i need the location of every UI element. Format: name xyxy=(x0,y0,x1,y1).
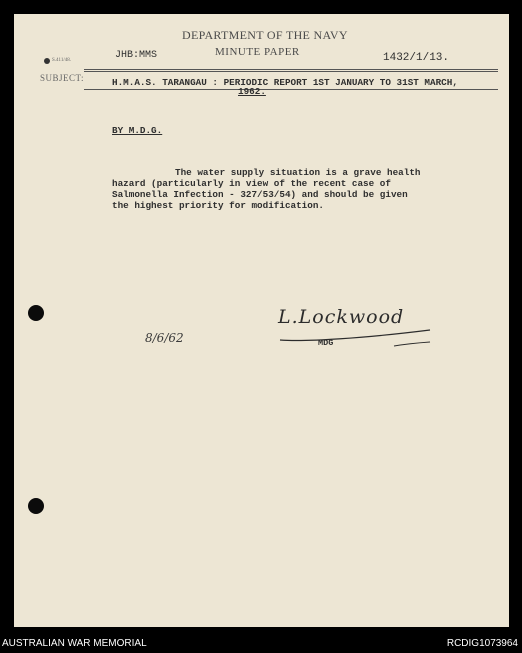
signature-flourish-icon xyxy=(276,318,436,348)
subject-label: SUBJECT: xyxy=(40,73,85,83)
punch-hole-bottom xyxy=(28,498,44,514)
footer-id: RCDIG1073964 xyxy=(446,638,518,649)
signatory-title: MDG xyxy=(318,338,334,348)
body-line: hazard (particularly in view of the recent case of xyxy=(112,178,391,189)
date-handwritten: 8/6/62 xyxy=(145,331,184,345)
subject-line-1: H.M.A.S. TARANGAU : PERIODIC REPORT 1ST JANUARY TO 31ST MARCH, xyxy=(112,77,458,88)
addressee: BY M.D.G. xyxy=(112,125,163,136)
punch-hole-top xyxy=(28,305,44,321)
body-line: the highest priority for modification. xyxy=(112,200,325,211)
form-code: S.411/48. xyxy=(52,58,71,63)
department-heading: DEPARTMENT OF THE NAVY xyxy=(182,28,348,42)
subject-rule xyxy=(84,89,498,90)
header-rule-bottom xyxy=(84,71,498,72)
footer-credit: AUSTRALIAN WAR MEMORIAL xyxy=(2,638,147,649)
form-title: MINUTE PAPER xyxy=(215,46,300,58)
file-number: 1432/1/13. xyxy=(383,52,450,64)
subject-line-2: 1962. xyxy=(238,86,266,97)
body-line: The water supply situation is a grave health xyxy=(175,167,421,178)
header-rule-top xyxy=(84,69,498,70)
reference-initials: JHB:MMS xyxy=(115,50,158,61)
body-line: Salmonella Infection - 327/53/54) and should be given xyxy=(112,189,408,200)
signature: L.Lockwood xyxy=(278,306,405,328)
pin-mark-icon xyxy=(44,58,50,64)
